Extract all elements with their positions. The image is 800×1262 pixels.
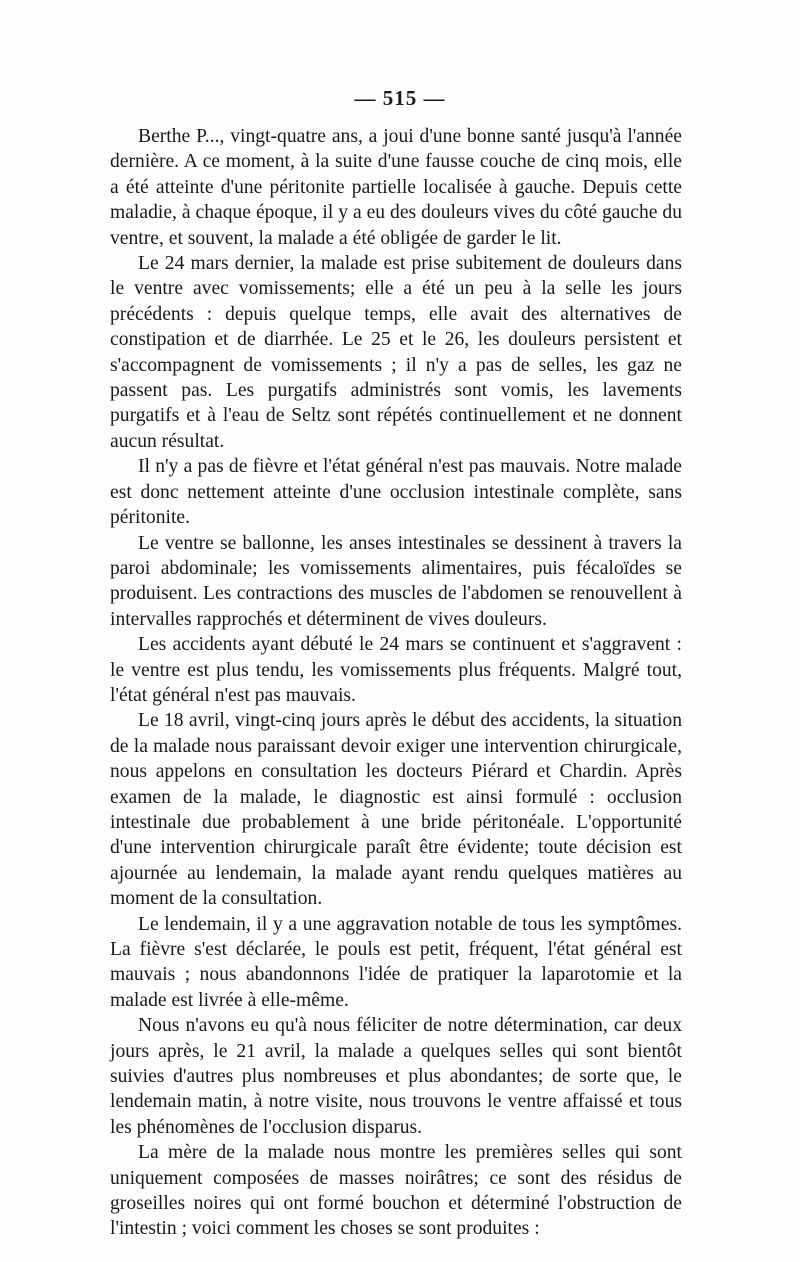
body-text bbox=[110, 124, 682, 1242]
paragraph-2: Le 24 mars dernier, la malade est prise subitement de douleurs dans le ventre avec vomissements; elle a été un peu à la selle les jours précédents : depuis quelque temps, elle avait des alternatives de constipation et de diarrhée. Le 25 et le 26, les douleurs persistent et s'accompagnent de vomissements ; il n'y a pas de selles, les gaz ne passent pas. Les purgatifs administrés sont vomis, les lavements purgatifs et à l'eau de Seltz sont répétés continuellement et ne donnent aucun résultat. bbox=[110, 253, 682, 452]
paragraph-7: Le lendemain, il y a une aggravation notable de tous les symptômes. La fièvre s'est déclarée, le pouls est petit, fréquent, l'état général est mauvais ; nous abandonnons l'idée de pratiquer la laparotomie et la malade est livrée à elle-même. bbox=[110, 913, 682, 1011]
paragraph-6: Le 18 avril, vingt-cinq jours après le début des accidents, la situation de la malade nous paraissant devoir exiger une intervention chirurgicale, nous appelons en consultation les docteurs Piérard et Chardin. Après examen de la malade, le diagnostic est ainsi formulé : occlusion intestinale due probablement à une bride péritonéale. L'opportunité d'une intervention chirurgicale paraît être évidente; toute décision est ajournée au lendemain, la malade ayant rendu quelques matières au moment de la consultation. bbox=[110, 710, 682, 910]
paragraph-4: Le ventre se ballonne, les anses intestinales se dessinent à travers la paroi abdominale; les vomissements alimentaires, puis fécaloïdes se produisent. Les contractions des muscles de l'abdomen se renouvellent à intervalles rapprochés et déterminent de vives douleurs. bbox=[110, 532, 682, 630]
paragraph-1: Berthe P..., vingt-quatre ans, a joui d'une bonne santé jusqu'à l'année dernière. A ce moment, à la suite d'une fausse couche de cinq mois, elle a été atteinte d'une péritonite partielle localisée à gauche. Depuis cette maladie, à chaque époque, il y a eu des douleurs vives du côté gauche du ventre, et souvent, la malade a été obligée de garder le lit. bbox=[110, 126, 682, 249]
paragraph-5: Les accidents ayant débuté le 24 mars se continuent et s'aggravent : le ventre est plus tendu, les vomissements plus fréquents. Malgré tout, l'état général n'est pas mauvais. bbox=[110, 634, 682, 706]
paragraph-3: Il n'y a pas de fièvre et l'état général n'est pas mauvais. Notre malade est donc nettement atteinte d'une occlusion intestinale complète, sans péritonite. bbox=[110, 456, 682, 529]
paragraph-8: Nous n'avons eu qu'à nous féliciter de notre détermination, car deux jours après, le 21 avril, la malade a quelques selles qui sont bientôt suivies d'autres plus nombreuses et plus abondantes; de sorte que, le lendemain matin, à notre visite, nous trouvons le ventre affaissé et tous les phénomènes de l'occlusion disparus. bbox=[110, 1015, 682, 1138]
page-number: — 515 — bbox=[354, 86, 446, 110]
paragraph-9: La mère de la malade nous montre les premières selles qui sont uniquement composées de masses noirâtres; ce sont des résidus de groseilles noires qui ont formé bouchon et déterminé l'obstruction de l'intestin ; voici comment les choses se sont produites : bbox=[110, 1142, 682, 1240]
